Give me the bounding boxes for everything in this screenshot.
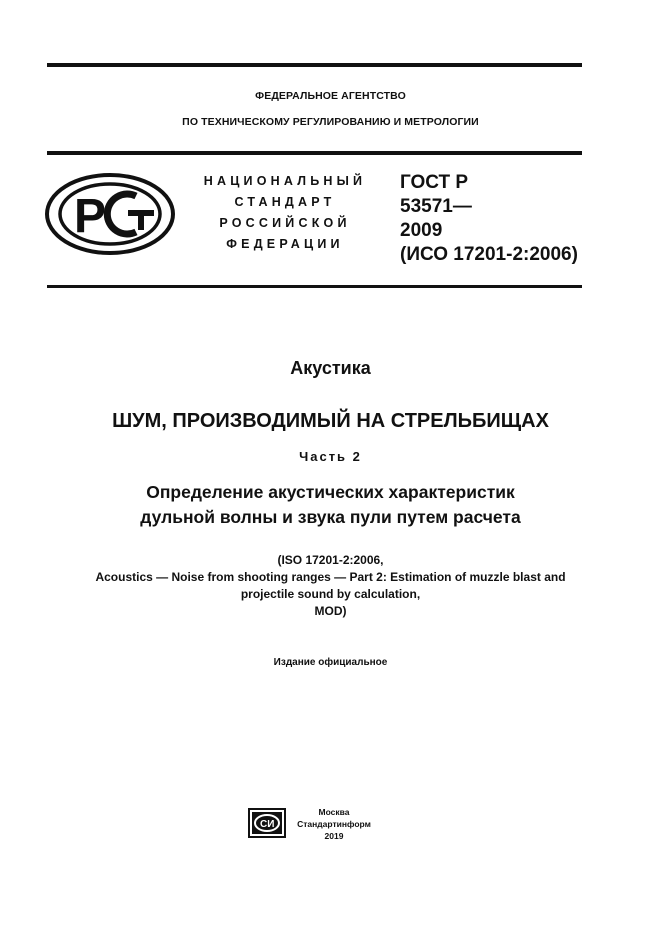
designation-rule	[47, 285, 582, 288]
publisher-block	[294, 806, 374, 842]
iso-reference-line-4: MOD)	[314, 604, 347, 618]
publisher-city: Москва	[318, 807, 350, 817]
agency-line-1: ФЕДЕРАЛЬНОЕ АГЕНТСТВО	[255, 90, 406, 102]
natstd-line-2: СТАНДАРТ	[234, 195, 336, 209]
natstd-line-1: НАЦИОНАЛЬНЫЙ	[203, 174, 367, 188]
designation-line-4: (ИСО 17201-2:2006)	[400, 244, 578, 265]
svg-text:СИ: СИ	[260, 819, 275, 830]
designation-line-1: ГОСТ Р	[400, 172, 469, 193]
publisher-name: Стандартинформ	[297, 819, 371, 829]
header-rule	[47, 151, 582, 155]
iso-reference-line-1: (ISO 17201-2:2006,	[277, 553, 384, 567]
standard-designation	[400, 171, 578, 267]
national-standard-label	[190, 171, 380, 255]
part-label: Часть 2	[299, 449, 362, 464]
subtitle-line-2: дульной волны и звука пули путем расчета	[140, 507, 521, 527]
main-title: ШУМ, ПРОИЗВОДИМЫЙ НА СТРЕЛЬБИЩАХ	[112, 410, 549, 432]
publisher-year: 2019	[324, 831, 344, 841]
designation-line-3: 2009	[400, 220, 443, 241]
standartinform-logo-icon	[248, 808, 286, 843]
natstd-line-4: ФЕДЕРАЦИИ	[226, 237, 344, 251]
top-rule	[47, 63, 582, 67]
subtitle-line-1: Определение акустических характеристик	[146, 482, 515, 502]
subject-title: Акустика	[290, 358, 371, 378]
natstd-line-3: РОССИЙСКОЙ	[219, 216, 351, 230]
iso-reference-line-2: Acoustics — Noise from shooting ranges — Part 2: Estimation of muzzle blast and	[95, 570, 566, 584]
designation-line-2: 53571—	[400, 196, 472, 217]
svg-text:Р: Р	[74, 190, 107, 243]
rst-emblem-icon	[44, 172, 176, 261]
edition-label: Издание официальное	[273, 657, 388, 668]
agency-line-2: ПО ТЕХНИЧЕСКОМУ РЕГУЛИРОВАНИЮ И МЕТРОЛОГИИ	[182, 116, 479, 128]
iso-reference-line-3: projectile sound by calculation,	[240, 587, 421, 601]
